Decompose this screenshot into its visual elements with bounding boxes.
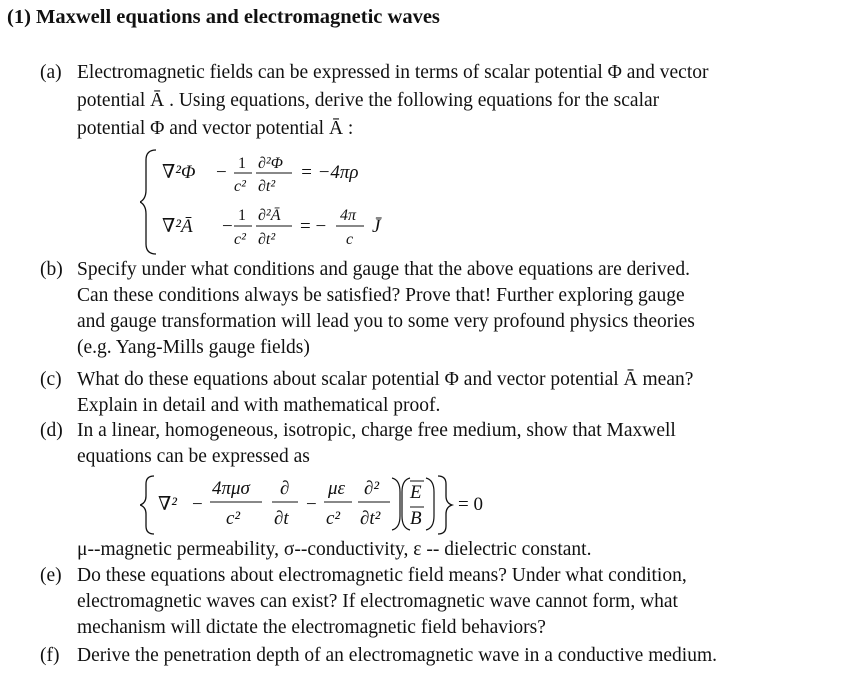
eq2-coef-den: c² — [234, 231, 246, 248]
eq3-t1-dnum: ∂ — [280, 478, 290, 499]
page-title: (1) Maxwell equations and electromagnetic waves — [7, 6, 440, 28]
question-line: potential Ā . Using equations, derive the following equations for the scalar — [77, 90, 660, 111]
eq1-frac-num: ∂²Φ — [258, 155, 283, 172]
left-brace — [140, 150, 156, 254]
question-line: Can these conditions always be satisfied? Prove that! Further exploring gauge — [77, 285, 685, 306]
eq3-vec-bot: B — [410, 508, 422, 529]
eq2-coef-num: 1 — [238, 207, 246, 224]
question-line: equations can be expressed as — [77, 446, 310, 467]
eq1-lhs: ∇²Φ — [162, 162, 196, 183]
question-label: (c) — [40, 369, 62, 390]
question-line: μ--magnetic permeability, σ--conductivity, ε -- dielectric constant. — [77, 539, 592, 560]
eq2-rhs-eq: = − — [300, 216, 327, 237]
question-line: (e.g. Yang-Mills gauge fields) — [77, 337, 310, 358]
question-line: electromagnetic waves can exist? If electromagnetic wave cannot form, what — [77, 591, 678, 612]
eq3-t1-den: c² — [226, 508, 241, 529]
eq1-rhs: = −4πρ — [300, 162, 359, 183]
eq3-t2-num: με — [328, 478, 346, 499]
eq2-rhs-den: c — [346, 231, 354, 248]
eq1-coef-num: 1 — [238, 155, 246, 172]
eq3-t2-den: c² — [326, 508, 341, 529]
telegraph-equation — [140, 472, 520, 536]
eq2-frac-num: ∂²Ā — [258, 207, 281, 224]
eq3-t2-dnum: ∂² — [364, 478, 380, 499]
question-label: (a) — [40, 62, 62, 83]
left-brace — [140, 476, 154, 534]
eq2-minus: − — [222, 216, 233, 237]
question-line: Do these equations about electromagnetic field means? Under what condition, — [77, 565, 687, 586]
right-brace — [438, 476, 452, 534]
question-label: (e) — [40, 565, 62, 586]
question-line: Electromagnetic fields can be expressed in terms of scalar potential Φ and vector — [77, 62, 709, 83]
eq2-rhs-j: J̄ — [372, 216, 381, 237]
eq2-lhs: ∇²Ā — [162, 216, 193, 237]
question-label: (f) — [40, 645, 60, 666]
eq1-coef-den: c² — [234, 178, 246, 195]
eq3-minus2: − — [306, 494, 317, 515]
question-line: What do these equations about scalar potential Φ and vector potential Ā mean? — [77, 369, 694, 390]
eq1-frac-den: ∂t² — [258, 178, 276, 195]
eq3-t1-num: 4πμσ — [212, 478, 250, 499]
right-paren — [392, 478, 400, 530]
eq2-rhs-num: 4π — [340, 207, 357, 224]
eq3-t1-dden: ∂t — [274, 508, 289, 529]
right-paren — [426, 478, 434, 530]
left-paren — [402, 478, 410, 530]
question-label: (b) — [40, 259, 63, 280]
potential-wave-equations — [140, 146, 440, 258]
eq1-minus: − — [216, 162, 227, 183]
question-line: mechanism will dictate the electromagnetic field behaviors? — [77, 617, 546, 638]
eq2-frac-den: ∂t² — [258, 231, 276, 248]
eq3-minus1: − — [192, 494, 203, 515]
question-line: Specify under what conditions and gauge that the above equations are derived. — [77, 259, 690, 280]
question-line: Explain in detail and with mathematical proof. — [77, 395, 441, 416]
question-line: In a linear, homogeneous, isotropic, charge free medium, show that Maxwell — [77, 420, 676, 441]
eq3-t2-dden: ∂t² — [360, 508, 381, 529]
question-line: potential Φ and vector potential Ā : — [77, 118, 354, 139]
eq3-vec-top: E — [410, 482, 422, 503]
eq3-rhs: = 0 — [458, 494, 483, 515]
question-line: Derive the penetration depth of an electromagnetic wave in a conductive medium. — [77, 645, 717, 666]
eq3-nabla: ∇² — [158, 494, 177, 515]
question-line: and gauge transformation will lead you to some very profound physics theories — [77, 311, 695, 332]
question-label: (d) — [40, 420, 63, 441]
